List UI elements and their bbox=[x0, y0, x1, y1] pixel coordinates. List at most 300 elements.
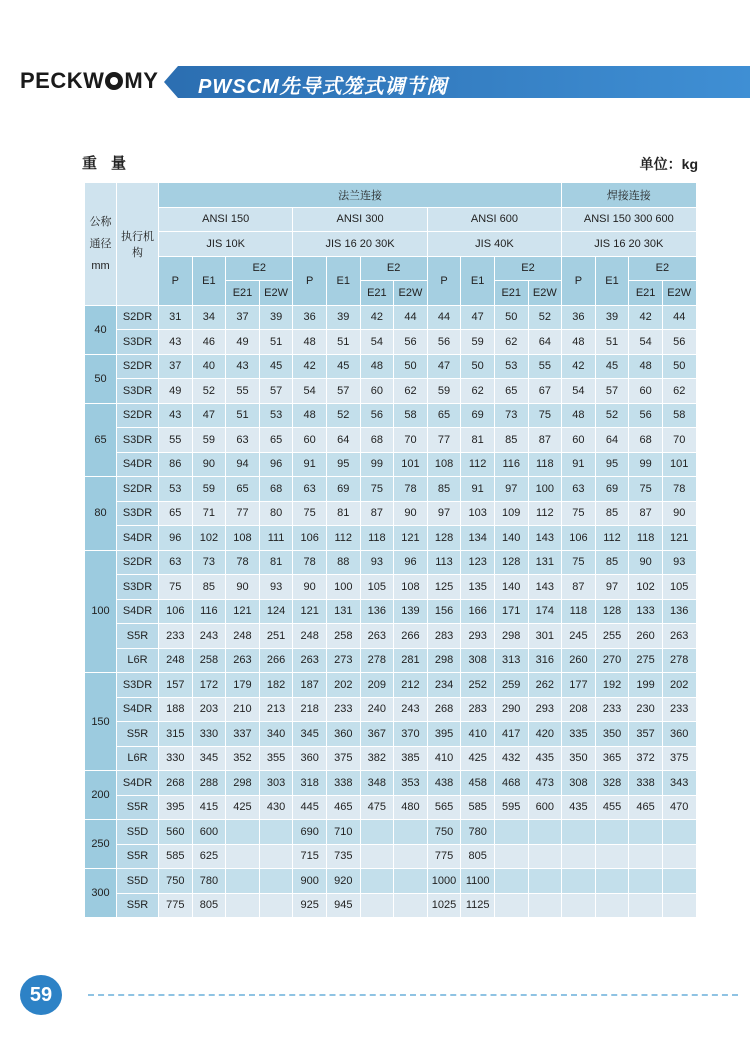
page-header bbox=[0, 66, 750, 98]
weight-value-cell: 75 bbox=[293, 501, 327, 526]
weight-value-cell: 48 bbox=[293, 403, 327, 428]
weight-value-cell: 123 bbox=[461, 550, 495, 575]
weight-value-cell: 96 bbox=[259, 452, 293, 477]
weight-value-cell: 710 bbox=[326, 820, 360, 845]
weight-value-cell: 80 bbox=[259, 501, 293, 526]
weight-value-cell: 60 bbox=[293, 428, 327, 453]
weight-value-cell: 87 bbox=[562, 575, 596, 600]
weight-value-cell: 95 bbox=[595, 452, 629, 477]
weight-value-cell: 136 bbox=[662, 599, 696, 624]
weight-value-cell: 45 bbox=[595, 354, 629, 379]
weight-value-cell: 805 bbox=[192, 893, 226, 918]
table-row bbox=[85, 771, 697, 796]
weight-value-cell: 213 bbox=[259, 697, 293, 722]
weight-value-cell: 350 bbox=[595, 722, 629, 747]
weight-value-cell: 43 bbox=[226, 354, 260, 379]
weight-value-cell: 432 bbox=[494, 746, 528, 771]
table-row bbox=[85, 648, 697, 673]
weight-value-cell: 108 bbox=[427, 452, 461, 477]
weight-value-cell: 105 bbox=[360, 575, 394, 600]
weight-value-cell: 37 bbox=[226, 305, 260, 330]
weight-value-cell: 100 bbox=[528, 477, 562, 502]
weight-value-cell: 233 bbox=[326, 697, 360, 722]
weight-value-cell: 410 bbox=[461, 722, 495, 747]
weight-value-cell: 55 bbox=[226, 379, 260, 404]
weight-value-cell: 63 bbox=[562, 477, 596, 502]
header-flange-connection: 法兰连接 bbox=[159, 183, 562, 208]
weight-value-cell: 263 bbox=[293, 648, 327, 673]
weight-value-cell: 288 bbox=[192, 771, 226, 796]
weight-value-cell: 39 bbox=[595, 305, 629, 330]
weight-value-cell bbox=[226, 893, 260, 918]
weight-value-cell: 415 bbox=[192, 795, 226, 820]
weight-value-cell: 112 bbox=[595, 526, 629, 551]
weight-value-cell: 57 bbox=[259, 379, 293, 404]
weight-value-cell: 270 bbox=[595, 648, 629, 673]
weight-value-cell: 735 bbox=[326, 844, 360, 869]
weight-value-cell: 75 bbox=[629, 477, 663, 502]
weight-value-cell: 106 bbox=[159, 599, 193, 624]
weight-value-cell: 48 bbox=[562, 403, 596, 428]
weight-value-cell: 410 bbox=[427, 746, 461, 771]
weight-value-cell: 59 bbox=[192, 428, 226, 453]
weight-value-cell: 248 bbox=[293, 624, 327, 649]
weight-value-cell: 182 bbox=[259, 673, 293, 698]
weight-value-cell: 690 bbox=[293, 820, 327, 845]
weight-value-cell bbox=[360, 869, 394, 894]
weight-value-cell: 96 bbox=[159, 526, 193, 551]
header-e1: E1 bbox=[326, 256, 360, 305]
weight-value-cell: 350 bbox=[562, 746, 596, 771]
weight-value-cell bbox=[226, 844, 260, 869]
weight-value-cell: 42 bbox=[629, 305, 663, 330]
weight-value-cell: 49 bbox=[159, 379, 193, 404]
weight-value-cell: 128 bbox=[595, 599, 629, 624]
weight-value-cell: 268 bbox=[159, 771, 193, 796]
weight-value-cell: 157 bbox=[159, 673, 193, 698]
weight-value-cell: 118 bbox=[629, 526, 663, 551]
weight-value-cell: 60 bbox=[629, 379, 663, 404]
weight-value-cell: 375 bbox=[326, 746, 360, 771]
weight-value-cell: 233 bbox=[159, 624, 193, 649]
header-e1: E1 bbox=[595, 256, 629, 305]
weight-value-cell: 56 bbox=[394, 330, 428, 355]
weight-value-cell: 34 bbox=[192, 305, 226, 330]
table-row bbox=[85, 673, 697, 698]
actuator-model-cell: S4DR bbox=[117, 599, 159, 624]
weight-value-cell: 81 bbox=[461, 428, 495, 453]
weight-value-cell: 370 bbox=[394, 722, 428, 747]
weight-value-cell: 192 bbox=[595, 673, 629, 698]
table-row bbox=[85, 575, 697, 600]
weight-value-cell: 64 bbox=[528, 330, 562, 355]
table-row bbox=[85, 330, 697, 355]
header-e2: E2 bbox=[360, 256, 427, 281]
weight-value-cell: 56 bbox=[360, 403, 394, 428]
weight-value-cell: 97 bbox=[494, 477, 528, 502]
weight-value-cell: 101 bbox=[662, 452, 696, 477]
weight-value-cell: 67 bbox=[528, 379, 562, 404]
weight-value-cell: 100 bbox=[326, 575, 360, 600]
weight-value-cell: 75 bbox=[528, 403, 562, 428]
weight-value-cell bbox=[595, 893, 629, 918]
weight-value-cell: 345 bbox=[192, 746, 226, 771]
header-e2: E2 bbox=[226, 256, 293, 281]
weight-value-cell: 71 bbox=[192, 501, 226, 526]
weight-value-cell: 90 bbox=[293, 575, 327, 600]
weight-value-cell: 140 bbox=[494, 575, 528, 600]
weight-value-cell: 202 bbox=[326, 673, 360, 698]
weight-value-cell: 600 bbox=[528, 795, 562, 820]
actuator-model-cell: S5R bbox=[117, 795, 159, 820]
weight-value-cell bbox=[562, 893, 596, 918]
nominal-diameter-cell: 300 bbox=[85, 869, 117, 918]
weight-value-cell: 106 bbox=[562, 526, 596, 551]
weight-value-cell: 470 bbox=[662, 795, 696, 820]
actuator-model-cell: S2DR bbox=[117, 477, 159, 502]
weight-value-cell: 260 bbox=[562, 648, 596, 673]
weight-value-cell: 458 bbox=[461, 771, 495, 796]
weight-value-cell bbox=[226, 869, 260, 894]
weight-value-cell: 275 bbox=[629, 648, 663, 673]
header-welded-connection: 焊接连接 bbox=[562, 183, 696, 208]
actuator-model-cell: S5D bbox=[117, 869, 159, 894]
weight-value-cell: 51 bbox=[326, 330, 360, 355]
weight-value-cell: 48 bbox=[562, 330, 596, 355]
weight-value-cell: 58 bbox=[662, 403, 696, 428]
weight-value-cell: 93 bbox=[259, 575, 293, 600]
weight-value-cell: 355 bbox=[259, 746, 293, 771]
weight-value-cell: 775 bbox=[159, 893, 193, 918]
weight-value-cell: 290 bbox=[494, 697, 528, 722]
actuator-model-cell: S5R bbox=[117, 624, 159, 649]
weight-value-cell: 281 bbox=[394, 648, 428, 673]
unit-label: 单位：kg bbox=[639, 156, 698, 172]
weight-value-cell: 90 bbox=[662, 501, 696, 526]
weight-value-cell: 417 bbox=[494, 722, 528, 747]
nominal-diameter-cell: 200 bbox=[85, 771, 117, 820]
weight-value-cell: 445 bbox=[293, 795, 327, 820]
nominal-diameter-cell: 80 bbox=[85, 477, 117, 551]
weight-value-cell: 234 bbox=[427, 673, 461, 698]
weight-value-cell: 95 bbox=[326, 452, 360, 477]
weight-value-cell: 337 bbox=[226, 722, 260, 747]
weight-value-cell: 259 bbox=[494, 673, 528, 698]
weight-value-cell: 39 bbox=[259, 305, 293, 330]
weight-value-cell: 585 bbox=[461, 795, 495, 820]
table-row bbox=[85, 354, 697, 379]
weight-value-cell: 945 bbox=[326, 893, 360, 918]
weight-value-cell: 301 bbox=[528, 624, 562, 649]
weight-value-cell: 338 bbox=[326, 771, 360, 796]
weight-value-cell: 266 bbox=[259, 648, 293, 673]
weight-value-cell: 780 bbox=[461, 820, 495, 845]
weight-value-cell bbox=[360, 893, 394, 918]
weight-value-cell: 166 bbox=[461, 599, 495, 624]
weight-value-cell: 50 bbox=[662, 354, 696, 379]
weight-value-cell: 139 bbox=[394, 599, 428, 624]
gear-logo-icon bbox=[105, 72, 123, 90]
weight-value-cell bbox=[528, 820, 562, 845]
weight-value-cell: 268 bbox=[427, 697, 461, 722]
weight-value-cell: 263 bbox=[226, 648, 260, 673]
weight-value-cell: 1125 bbox=[461, 893, 495, 918]
actuator-model-cell: S3DR bbox=[117, 673, 159, 698]
weight-value-cell: 113 bbox=[427, 550, 461, 575]
weight-value-cell: 56 bbox=[427, 330, 461, 355]
weight-value-cell: 53 bbox=[159, 477, 193, 502]
weight-value-cell: 102 bbox=[192, 526, 226, 551]
weight-value-cell: 75 bbox=[159, 575, 193, 600]
weight-value-cell: 585 bbox=[159, 844, 193, 869]
weight-value-cell bbox=[259, 820, 293, 845]
weight-value-cell: 57 bbox=[595, 379, 629, 404]
weight-value-cell: 395 bbox=[159, 795, 193, 820]
weight-value-cell: 42 bbox=[360, 305, 394, 330]
weight-value-cell: 308 bbox=[562, 771, 596, 796]
weight-value-cell: 345 bbox=[293, 722, 327, 747]
weight-value-cell: 188 bbox=[159, 697, 193, 722]
actuator-model-cell: S2DR bbox=[117, 550, 159, 575]
weight-value-cell: 45 bbox=[259, 354, 293, 379]
weight-value-cell: 131 bbox=[528, 550, 562, 575]
weight-value-cell: 435 bbox=[528, 746, 562, 771]
weight-value-cell: 473 bbox=[528, 771, 562, 796]
weight-value-cell bbox=[595, 820, 629, 845]
weight-value-cell: 42 bbox=[562, 354, 596, 379]
weight-value-cell: 255 bbox=[595, 624, 629, 649]
weight-value-cell: 298 bbox=[427, 648, 461, 673]
actuator-model-cell: S2DR bbox=[117, 403, 159, 428]
weight-value-cell bbox=[662, 844, 696, 869]
weight-value-cell: 1025 bbox=[427, 893, 461, 918]
weight-value-cell: 78 bbox=[226, 550, 260, 575]
weight-value-cell: 273 bbox=[326, 648, 360, 673]
table-row bbox=[85, 452, 697, 477]
header-e21: E21 bbox=[226, 281, 260, 306]
actuator-model-cell: S4DR bbox=[117, 452, 159, 477]
weight-value-cell: 252 bbox=[461, 673, 495, 698]
header-p: P bbox=[293, 256, 327, 305]
weight-value-cell: 171 bbox=[494, 599, 528, 624]
weight-value-cell: 420 bbox=[528, 722, 562, 747]
weight-value-cell: 53 bbox=[494, 354, 528, 379]
table-row bbox=[85, 305, 697, 330]
title-bar bbox=[178, 66, 750, 98]
weight-value-cell bbox=[629, 869, 663, 894]
weight-value-cell bbox=[562, 820, 596, 845]
weight-value-cell: 266 bbox=[394, 624, 428, 649]
header-class-line1: ANSI 150 bbox=[159, 207, 293, 232]
weight-value-cell: 47 bbox=[461, 305, 495, 330]
weight-value-cell: 54 bbox=[360, 330, 394, 355]
weight-value-cell: 93 bbox=[662, 550, 696, 575]
weight-value-cell: 59 bbox=[192, 477, 226, 502]
weight-value-cell: 335 bbox=[562, 722, 596, 747]
weight-value-cell bbox=[595, 869, 629, 894]
actuator-model-cell: S4DR bbox=[117, 526, 159, 551]
weight-value-cell: 343 bbox=[662, 771, 696, 796]
weight-value-cell: 49 bbox=[226, 330, 260, 355]
weight-value-cell: 775 bbox=[427, 844, 461, 869]
weight-value-cell: 560 bbox=[159, 820, 193, 845]
weight-value-cell: 60 bbox=[562, 428, 596, 453]
weight-value-cell: 313 bbox=[494, 648, 528, 673]
weight-value-cell: 233 bbox=[595, 697, 629, 722]
weight-value-cell: 243 bbox=[192, 624, 226, 649]
weight-value-cell: 51 bbox=[226, 403, 260, 428]
weight-value-cell bbox=[629, 820, 663, 845]
actuator-model-cell: S2DR bbox=[117, 305, 159, 330]
weight-value-cell: 121 bbox=[226, 599, 260, 624]
header-p: P bbox=[562, 256, 596, 305]
weight-value-cell bbox=[595, 844, 629, 869]
section-title: 重量 bbox=[82, 155, 141, 172]
table-row bbox=[85, 624, 697, 649]
weight-value-cell: 455 bbox=[595, 795, 629, 820]
weight-value-cell: 78 bbox=[394, 477, 428, 502]
weight-value-cell bbox=[494, 820, 528, 845]
weight-value-cell: 365 bbox=[595, 746, 629, 771]
header-e21: E21 bbox=[360, 281, 394, 306]
actuator-model-cell: S5R bbox=[117, 893, 159, 918]
weight-value-cell: 90 bbox=[226, 575, 260, 600]
header-e2w: E2W bbox=[394, 281, 428, 306]
table-row bbox=[85, 526, 697, 551]
weight-value-cell: 50 bbox=[461, 354, 495, 379]
weight-value-cell bbox=[528, 893, 562, 918]
nominal-diameter-cell: 250 bbox=[85, 820, 117, 869]
weight-value-cell: 245 bbox=[562, 624, 596, 649]
weight-value-cell bbox=[394, 820, 428, 845]
weight-value-cell: 143 bbox=[528, 575, 562, 600]
weight-value-cell: 77 bbox=[226, 501, 260, 526]
weight-value-cell: 50 bbox=[494, 305, 528, 330]
header-p: P bbox=[427, 256, 461, 305]
weight-value-cell: 77 bbox=[427, 428, 461, 453]
weight-value-cell: 248 bbox=[226, 624, 260, 649]
weight-value-cell bbox=[662, 893, 696, 918]
weight-value-cell: 47 bbox=[427, 354, 461, 379]
weight-value-cell: 360 bbox=[662, 722, 696, 747]
weight-value-cell: 53 bbox=[259, 403, 293, 428]
weight-value-cell: 780 bbox=[192, 869, 226, 894]
weight-value-cell: 69 bbox=[595, 477, 629, 502]
weight-value-cell: 55 bbox=[159, 428, 193, 453]
weight-value-cell: 240 bbox=[360, 697, 394, 722]
weight-value-cell: 103 bbox=[461, 501, 495, 526]
weight-value-cell: 65 bbox=[226, 477, 260, 502]
weight-value-cell: 395 bbox=[427, 722, 461, 747]
header-e2: E2 bbox=[629, 256, 696, 281]
header-class-line2: JIS 16 20 30K bbox=[562, 232, 696, 257]
weight-value-cell: 136 bbox=[360, 599, 394, 624]
weight-value-cell: 52 bbox=[192, 379, 226, 404]
weight-value-cell: 278 bbox=[360, 648, 394, 673]
weight-value-cell: 263 bbox=[360, 624, 394, 649]
weight-value-cell: 353 bbox=[394, 771, 428, 796]
table-row bbox=[85, 379, 697, 404]
table-row bbox=[85, 820, 697, 845]
weight-value-cell: 125 bbox=[427, 575, 461, 600]
weight-value-cell: 44 bbox=[662, 305, 696, 330]
table-row bbox=[85, 844, 697, 869]
weight-value-cell: 62 bbox=[394, 379, 428, 404]
table-row bbox=[85, 550, 697, 575]
weight-value-cell bbox=[360, 820, 394, 845]
weight-value-cell: 75 bbox=[562, 501, 596, 526]
weight-value-cell: 39 bbox=[326, 305, 360, 330]
page-number: 59 bbox=[20, 975, 62, 1015]
weight-value-cell: 128 bbox=[494, 550, 528, 575]
weight-value-cell: 85 bbox=[595, 550, 629, 575]
weight-value-cell: 64 bbox=[595, 428, 629, 453]
weight-value-cell: 360 bbox=[326, 722, 360, 747]
weight-value-cell: 298 bbox=[226, 771, 260, 796]
weight-value-cell: 42 bbox=[293, 354, 327, 379]
weight-value-cell: 46 bbox=[192, 330, 226, 355]
header-class-line1: ANSI 300 bbox=[293, 207, 427, 232]
weight-value-cell: 283 bbox=[427, 624, 461, 649]
weight-value-cell: 91 bbox=[461, 477, 495, 502]
weight-value-cell: 85 bbox=[192, 575, 226, 600]
weight-value-cell: 258 bbox=[326, 624, 360, 649]
weight-value-cell: 45 bbox=[326, 354, 360, 379]
weight-table bbox=[84, 182, 697, 918]
weight-value-cell: 218 bbox=[293, 697, 327, 722]
table-row bbox=[85, 599, 697, 624]
weight-value-cell: 465 bbox=[629, 795, 663, 820]
weight-value-cell: 143 bbox=[528, 526, 562, 551]
weight-value-cell: 293 bbox=[528, 697, 562, 722]
weight-value-cell: 118 bbox=[562, 599, 596, 624]
footer-divider bbox=[88, 994, 738, 996]
weight-value-cell: 805 bbox=[461, 844, 495, 869]
weight-value-cell: 262 bbox=[528, 673, 562, 698]
weight-value-cell: 352 bbox=[226, 746, 260, 771]
weight-value-cell: 233 bbox=[662, 697, 696, 722]
weight-value-cell: 203 bbox=[192, 697, 226, 722]
weight-value-cell: 73 bbox=[192, 550, 226, 575]
weight-value-cell: 97 bbox=[427, 501, 461, 526]
weight-value-cell: 85 bbox=[427, 477, 461, 502]
weight-value-cell: 230 bbox=[629, 697, 663, 722]
weight-value-cell: 112 bbox=[461, 452, 495, 477]
actuator-model-cell: S5R bbox=[117, 844, 159, 869]
weight-value-cell: 625 bbox=[192, 844, 226, 869]
weight-value-cell: 88 bbox=[326, 550, 360, 575]
weight-value-cell: 243 bbox=[394, 697, 428, 722]
weight-value-cell: 99 bbox=[360, 452, 394, 477]
weight-value-cell: 316 bbox=[528, 648, 562, 673]
weight-value-cell: 94 bbox=[226, 452, 260, 477]
weight-value-cell: 87 bbox=[528, 428, 562, 453]
weight-value-cell: 108 bbox=[226, 526, 260, 551]
weight-value-cell: 65 bbox=[159, 501, 193, 526]
weight-value-cell: 59 bbox=[427, 379, 461, 404]
weight-value-cell: 340 bbox=[259, 722, 293, 747]
weight-value-cell: 121 bbox=[662, 526, 696, 551]
table-row bbox=[85, 722, 697, 747]
weight-value-cell: 54 bbox=[562, 379, 596, 404]
weight-value-cell: 101 bbox=[394, 452, 428, 477]
weight-value-cell: 382 bbox=[360, 746, 394, 771]
weight-value-cell: 85 bbox=[595, 501, 629, 526]
weight-value-cell: 78 bbox=[293, 550, 327, 575]
weight-value-cell: 357 bbox=[629, 722, 663, 747]
weight-value-cell: 73 bbox=[494, 403, 528, 428]
weight-value-cell: 715 bbox=[293, 844, 327, 869]
